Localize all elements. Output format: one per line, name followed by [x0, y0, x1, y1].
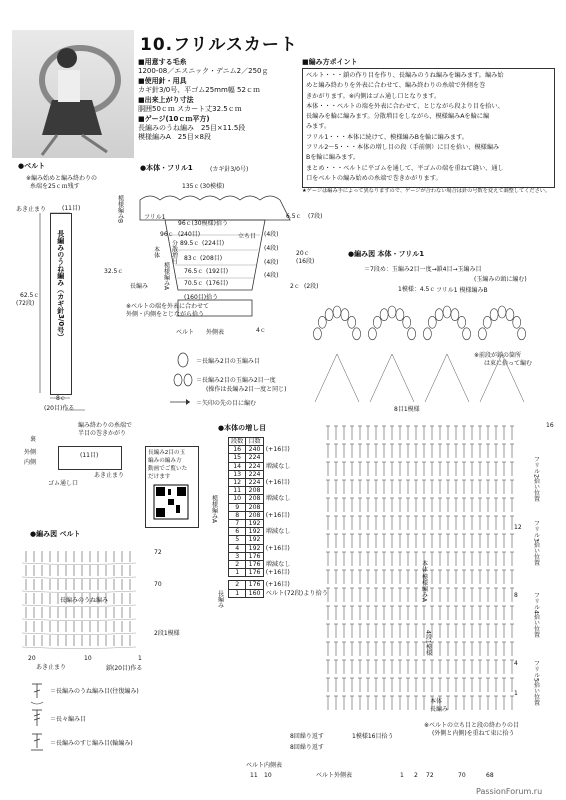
frill-puff-mark — [353, 328, 361, 340]
body-d2s: (224目) — [202, 240, 225, 247]
gauge-value-1: 長編みのうね編み 25目×11.5段 — [138, 124, 246, 132]
side-r8b: 8回繰り返す — [290, 744, 324, 751]
frill-puff-mark — [408, 328, 416, 340]
qr-text-line: だけます — [148, 474, 171, 480]
points-lines — [306, 71, 504, 184]
inc-stitch-count: 208 — [246, 511, 263, 519]
inc-row-num: 2 — [229, 561, 246, 569]
belt-row-mark — [22, 605, 136, 607]
legend-puff2: ＝長編み2目の玉編み2目一度 — [196, 377, 276, 384]
body-d3: 83ｃ — [184, 255, 198, 262]
side-r16: 1模様16目拾う — [352, 733, 394, 740]
body-d1: 96ｃ — [160, 231, 174, 238]
body-r2: (2段) — [304, 283, 319, 290]
points-line: まとめ・・・ベルトに平ゴムを通して、平ゴムの端を重ねて縫い、通し — [306, 164, 504, 172]
belt-outer: 外側 — [24, 449, 37, 456]
frill-top: ＝7段め：玉編み2目一度→鎖4目→玉編み目 — [364, 266, 482, 273]
increase-row — [229, 454, 330, 462]
fold-note-1: 編み終わりの糸端で — [78, 422, 133, 429]
frill-note-2: は束に拾って編む — [484, 360, 533, 367]
points-heading: ■編み方ポイント — [302, 58, 358, 66]
inc-row-num: 13 — [229, 470, 246, 478]
frill-puff-mark — [483, 316, 491, 328]
increase-row — [229, 581, 330, 589]
belt-chart-10: 10 — [84, 655, 92, 662]
belt-chart-start: 鎖(20目)作る — [106, 665, 143, 672]
belt-height: 62.5ｃ — [20, 292, 40, 299]
points-line: 口をベルトの編み始めの糸端で巻きかがります。 — [306, 174, 442, 182]
body-h2: 2ｃ — [290, 283, 300, 290]
belt-stop-label: あき止まり — [16, 206, 47, 213]
inc-row-num: 9 — [229, 503, 246, 511]
frill-rep8: 8目1模様 — [394, 406, 420, 413]
increase-row — [229, 487, 330, 495]
side-n1: 1 — [514, 690, 518, 697]
side-n4: 4 — [514, 660, 518, 667]
belt-outer-label: ベルト — [176, 329, 195, 336]
side-r4: 4段1模様 — [424, 630, 432, 656]
inc-stitch-count: 176 — [246, 561, 263, 569]
body-d2: 89.5ｃ — [180, 240, 200, 247]
increase-row — [229, 536, 330, 544]
side-f2: フリル2拾い位置 — [532, 456, 540, 502]
belt-chart-20: 20 — [28, 655, 36, 662]
inc-note: (+16目) — [265, 511, 290, 519]
frill-puff-mark — [373, 316, 381, 328]
legend-treble: ＝長々編み目 — [50, 716, 87, 723]
belt-row-mark — [22, 647, 136, 649]
inc-row-num: 16 — [229, 446, 246, 454]
belt-heading: ●ベルト — [18, 162, 46, 170]
inc-note: (+16目) — [265, 544, 290, 552]
points-line: ベルト・・・鎖の作り目を作り、長編みのうね編みを編みます。編み始 — [306, 72, 504, 79]
inc-row-num: 11 — [229, 487, 246, 495]
side-b72: 72 — [426, 772, 434, 779]
frill1-label: フリル1 — [144, 214, 166, 221]
legend-symbols-1 — [168, 352, 198, 412]
belt-ura: 裏 — [30, 436, 37, 443]
frill-puff-mark — [388, 306, 396, 318]
inc-stitch-count: 224 — [246, 479, 263, 487]
yarn-heading: ■用意する毛糸 — [138, 58, 187, 66]
frill-top-2: (玉編みの頭に編む) — [474, 276, 527, 283]
points-line: Bを輪に編みます。 — [306, 154, 360, 162]
side-b1: 1 — [400, 772, 404, 779]
side-b11: 11 — [250, 772, 258, 779]
body-b-label: 模様編みB — [116, 195, 124, 224]
side-n8: 8 — [514, 592, 518, 599]
legend-back-loop: ＝長編みのすじ編み目(輪編み) — [50, 740, 133, 747]
frill-puff-mark — [451, 309, 459, 321]
inc-row-num: 15 — [229, 454, 246, 462]
inc-stitch-count: 224 — [246, 454, 263, 462]
inc-row-num: 1 — [229, 569, 246, 577]
body-dist: 分散増目 — [170, 240, 178, 264]
increase-table — [228, 437, 330, 598]
body-d3s: (208目) — [200, 255, 223, 262]
side-n12: 12 — [514, 524, 522, 531]
increase-row — [229, 520, 330, 528]
frill-rep: 1模様：4.5ｃ — [398, 286, 436, 293]
increase-pat-a: 模様編みA — [210, 495, 218, 524]
legend-symbols-2 — [22, 680, 52, 750]
belt-row-mark — [22, 591, 136, 593]
frill-puff-mark — [458, 316, 466, 328]
side-bel-out: ベルト外側表 — [316, 772, 353, 779]
inc-row-num: 7 — [229, 520, 246, 528]
inc-row-num: 12 — [229, 479, 246, 487]
points-line: フリル2〜5・・・本体の増し目の段（手前側）に目を拾い、模様編み — [306, 144, 500, 152]
body-r4b: (4段) — [264, 245, 279, 252]
belt-row-mark — [22, 563, 136, 565]
frill-line-mark — [480, 354, 524, 402]
body-pick: 96ｃ(30模様)拾う — [178, 220, 228, 227]
belt-rows-11: (11目) — [62, 205, 81, 212]
frill-puff-mark — [325, 309, 333, 321]
inc-stitch-count: 176 — [246, 569, 263, 577]
side-body-a: 本体 模様編みA — [420, 560, 428, 603]
side-f3: フリル3拾い位置 — [532, 520, 540, 566]
increase-heading: ●本体の増し目 — [218, 424, 267, 432]
inc-note: (+16目) — [265, 479, 290, 487]
body-r4d: (4段) — [264, 272, 279, 279]
increase-row — [229, 479, 330, 487]
body-top-sets: (30模様) — [200, 183, 225, 190]
points-line: 本体・・・ベルトの端を外表に合わせて、とじながら段より目を拾い、 — [306, 102, 504, 110]
frill-line-mark — [370, 354, 414, 402]
side-f5: フリル5拾い位置 — [532, 660, 540, 706]
frill-puff-mark — [403, 316, 411, 328]
inc-stitch-count: 160 — [246, 589, 263, 597]
points-line: きかがります。※内側はゴム通し口となります。 — [306, 92, 441, 100]
frill-puff-mark — [341, 309, 349, 321]
gauge-value-2: 模様編みA 25目×8段 — [138, 133, 212, 141]
belt-row-mark — [22, 577, 136, 579]
inc-stitch-count: 224 — [246, 470, 263, 478]
side-b70: 70 — [458, 772, 466, 779]
inc-row-num: 3 — [229, 552, 246, 560]
belt-note-1: ※編み始めと編み終わりの — [26, 175, 98, 182]
frill-puff-mark — [478, 328, 486, 340]
increase-row — [229, 561, 330, 569]
increase-row — [229, 544, 330, 552]
gauge-heading: ■ゲージ(10ｃｍ平方) — [138, 115, 210, 123]
frill-puff-mark — [380, 309, 388, 321]
needle-heading: ■使用針・用具 — [138, 77, 187, 85]
increase-row — [229, 446, 330, 454]
increase-chain: 長編み — [216, 590, 224, 608]
watermark: PassionForum.ru — [476, 787, 543, 796]
inc-note: 増減なし — [265, 528, 291, 536]
side-body-c: 本体 — [430, 698, 443, 705]
qr-code — [154, 485, 188, 519]
legend-arrow: ＝矢印の先の目に編む — [196, 400, 257, 407]
frill-puff-mark — [506, 309, 514, 321]
inc-row-num: 8 — [229, 511, 246, 519]
frill-line-mark — [315, 354, 359, 402]
inc-stitch-count: 192 — [246, 528, 263, 536]
frill-puff-mark — [368, 328, 376, 340]
qr-text-line: 長編み2目の玉 — [148, 450, 186, 456]
inc-row-num: 4 — [229, 544, 246, 552]
increase-row — [229, 511, 330, 519]
frill-puff-mark — [498, 306, 506, 318]
frill-label: フリル1 模様編みB — [436, 287, 488, 294]
belt-chart-rep: 2段1模様 — [154, 630, 180, 637]
inc-stitch-count: 224 — [246, 462, 263, 470]
side-b2: 2 — [414, 772, 418, 779]
fold-note-2: 半目の巻きかがり — [78, 430, 127, 437]
body-d1s: (240目) — [178, 231, 201, 238]
legend-puff: ＝長編み2目の玉編み目 — [196, 358, 260, 365]
body-h20: 20ｃ — [296, 250, 310, 257]
frill-puff-mark — [348, 316, 356, 328]
side-chain: 長編み — [430, 706, 449, 713]
belt-width: 8ｃ — [56, 395, 66, 402]
inc-stitch-count: 192 — [246, 520, 263, 528]
inc-note: (+16目) — [265, 569, 290, 577]
increase-row — [229, 462, 330, 470]
side-bel-in: ベルト内側表 — [246, 762, 283, 769]
gauge-note: ★ゲージは編み手によって異なりますので、ゲージが合わない場合は針の号数を変えて調整してください。 — [302, 188, 551, 194]
points-line: 長編みを輪に編みます。分散増目をしながら、模様編みAを輪に編 — [306, 113, 490, 121]
belt-chart-label: 長編みのうね編み — [60, 597, 109, 604]
qr-text-line: 動画でご覧いた — [148, 466, 188, 472]
frill-puff-mark — [435, 309, 443, 321]
belt-row-mark — [22, 619, 136, 621]
body-label: 本体 — [152, 246, 160, 258]
frill-puff-mark — [490, 309, 498, 321]
belt-cut: (11目) — [80, 452, 99, 459]
belt-chart-stop: あき止まり — [36, 664, 67, 671]
body-hook: (カギ針3/0号) — [210, 166, 249, 173]
belt-piece-label: 長編みのうね編み（カギ針3/0号） — [56, 230, 65, 341]
frill-chart — [312, 292, 542, 412]
size-value: 胴囲50ｃｍ スカート丈32.5ｃｍ — [138, 105, 242, 113]
frill-chart-heading: ●編み図 本体・フリル1 — [348, 250, 425, 258]
inc-row-num: 10 — [229, 495, 246, 503]
body-r7: (7段) — [308, 213, 323, 220]
inc-row-num: 1 — [229, 589, 246, 597]
belt-chart-1: 1 — [138, 655, 142, 662]
increase-row — [229, 589, 330, 597]
qr-text — [148, 449, 187, 481]
points-line: めと編み終わりを外表に合わせて、編み終わりの糸端で外側を巻 — [306, 82, 486, 90]
belt-outer-side: 外側表 — [206, 329, 225, 336]
belt-start: (20目)作る — [44, 405, 75, 412]
belt-height-4: 4ｃ — [256, 327, 266, 334]
increase-row — [229, 528, 330, 536]
body-pat-a: 模様編みA — [162, 262, 170, 291]
belt-chart-72: 72 — [154, 549, 162, 556]
body-r4a: (4段) — [264, 231, 279, 238]
inc-stitch-count: 192 — [246, 536, 263, 544]
frill-puff-mark — [396, 309, 404, 321]
inc-stitch-count: 176 — [246, 552, 263, 560]
increase-row — [229, 552, 330, 560]
frill-puff-mark — [318, 316, 326, 328]
belt-dims — [10, 200, 110, 420]
body-d4: 76.5ｃ — [184, 268, 204, 275]
points-line: フリル1・・・本体に続けて、模様編みBを輪に編みます。 — [306, 133, 468, 141]
body-r16: (16段) — [296, 258, 315, 265]
belt-height-rows: (72段) — [16, 300, 35, 307]
inc-note: ベルト(72段)より拾う — [265, 589, 328, 597]
body-d5s: (176目) — [206, 280, 229, 287]
increase-row — [229, 503, 330, 511]
yarn-value: 1200-08／エスニック・デニム2／250ｇ — [138, 67, 269, 75]
frill-puff-mark — [333, 306, 341, 318]
belt-chart-heading: ●編み図 ベルト — [30, 530, 81, 538]
body-chain: 長編み — [130, 283, 149, 290]
photo — [12, 30, 134, 158]
increase-row — [229, 470, 330, 478]
inc-stitch-count: 240 — [246, 446, 263, 454]
legend-ridge: ＝長編みのうね編み目(往復編み) — [50, 688, 139, 695]
belt-stop-2: あき止まり — [94, 472, 125, 479]
size-heading: ■出来上がり寸法 — [138, 96, 194, 104]
frill-puff-mark — [423, 328, 431, 340]
frill-puff-mark — [513, 316, 521, 328]
body-note-2: 外側・内側をとじながら拾う — [126, 311, 205, 318]
body-b160: (160目)拾う — [184, 294, 219, 301]
photo-figure — [12, 30, 134, 158]
increase-row — [229, 495, 330, 503]
belt-inner: 内側 — [24, 459, 37, 466]
body-note-1: ※ベルトの端を外表に合わせて — [126, 303, 210, 310]
body-heading: ●本体・フリル1 — [140, 164, 193, 172]
side-b68: 68 — [486, 772, 494, 779]
side-r8: 8回繰り返す — [290, 733, 324, 740]
belt-gum: ゴム通し口 — [48, 480, 79, 487]
inc-stitch-count: 208 — [246, 487, 263, 495]
side-f4: フリル4拾い位置 — [532, 592, 540, 638]
inc-stitch-count: 208 — [246, 495, 263, 503]
frill-note-1: ※前段が鎖の箇所 — [474, 352, 522, 359]
frill-puff-mark — [463, 328, 471, 340]
inc-note: 増減なし — [265, 462, 291, 470]
belt-row-mark — [22, 633, 136, 635]
body-h65: 6.5ｃ — [286, 213, 302, 220]
inc-col-sts: 目数 — [246, 438, 263, 446]
frill-n16: 16 — [546, 422, 554, 429]
side-note-2: (外側と内側)を重ねて束に拾う — [432, 730, 515, 737]
frill-puff-mark — [313, 328, 321, 340]
inc-stitch-count: 176 — [246, 581, 263, 589]
inc-note: 増減なし — [265, 561, 291, 569]
inc-note: (+16目) — [265, 446, 290, 454]
inc-stitch-count: 208 — [246, 503, 263, 511]
inc-stitch-count: 192 — [246, 544, 263, 552]
side-b10: 10 — [264, 772, 272, 779]
inc-row-num: 2 — [229, 581, 246, 589]
side-note-1: ※ベルトの立ち目と段の終わりの目 — [424, 722, 520, 729]
belt-note-2: 糸端を25ｃｍ残す — [30, 183, 80, 190]
inc-row-num: 5 — [229, 536, 246, 544]
inc-note: (+16目) — [265, 581, 290, 589]
qr-text-line: 編みの編み方 — [148, 458, 182, 464]
needle-value: カギ針3/0号、平ゴム25mm幅 52ｃｍ — [138, 86, 260, 94]
points-line: みます。 — [306, 123, 331, 131]
body-top-width: 135ｃ — [182, 183, 200, 190]
inc-row-num: 6 — [229, 528, 246, 536]
increase-row — [229, 569, 330, 577]
belt-chart-70: 70 — [154, 581, 162, 588]
page-title: 10.フリルスカート — [140, 35, 298, 55]
body-d5: 70.5ｃ — [184, 280, 204, 287]
legend-puff2-sub: (操作は長編み2目一度と同じ) — [206, 386, 287, 393]
body-r4c: (4段) — [264, 259, 279, 266]
body-d4s: (192目) — [206, 268, 229, 275]
frill-puff-mark — [518, 328, 526, 340]
inc-col-rows: 段数 — [229, 438, 246, 446]
frill-puff-mark — [428, 316, 436, 328]
inc-note: 増減なし — [265, 495, 291, 503]
body-total: 32.5ｃ — [104, 268, 124, 275]
inc-row-num: 14 — [229, 462, 246, 470]
frill-line-mark — [425, 354, 469, 402]
frill-puff-mark — [443, 306, 451, 318]
body-tachi: 立ち目 — [238, 233, 257, 240]
